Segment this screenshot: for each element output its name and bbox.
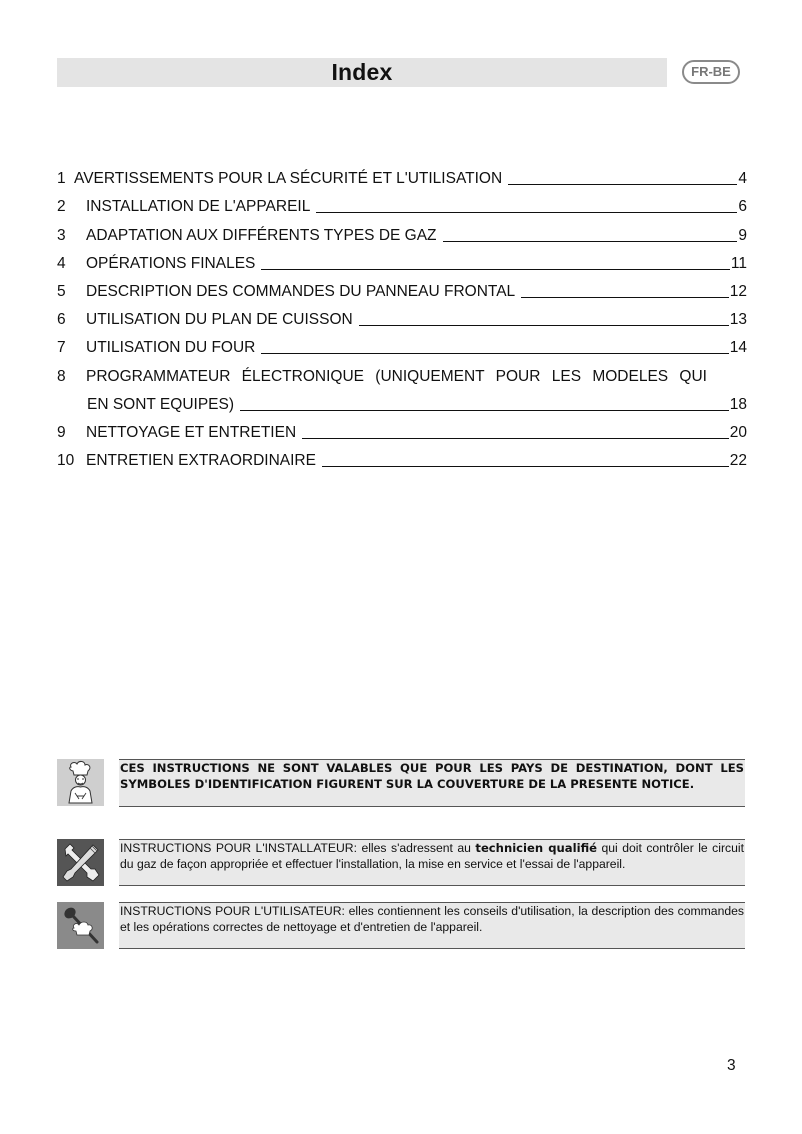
installer-note-text-start: INSTRUCTIONS POUR L'INSTALLATEUR: elles s'adressent au xyxy=(120,841,476,855)
language-badge: FR-BE xyxy=(682,60,740,84)
toc-entry-5[interactable] xyxy=(57,274,747,302)
toc-number: 6 xyxy=(57,311,66,329)
toc-page-number: 6 xyxy=(738,198,747,216)
toc-label: AVERTISSEMENTS POUR LA SÉCURITÉ ET L'UTILISATION xyxy=(74,170,503,188)
toc-leader-line xyxy=(316,211,737,213)
toc-page-number: 18 xyxy=(729,395,747,413)
toc-leader-line xyxy=(261,352,728,354)
toc-leader-line xyxy=(521,296,729,298)
toc-label: UTILISATION DU FOUR xyxy=(86,339,256,357)
toc-page-number: 11 xyxy=(730,254,747,272)
tools-icon xyxy=(57,839,104,886)
toc-leader-line xyxy=(302,437,729,439)
toc-entry-9[interactable] xyxy=(57,415,747,443)
toc-page-number: 14 xyxy=(729,339,747,357)
toc-page-number: 13 xyxy=(729,311,747,329)
user-note-text: INSTRUCTIONS POUR L'UTILISATEUR: elles contiennent les conseils d'utilisation, la description des commandes et les opérations correctes de nettoyage et d'entretien de l'appareil. xyxy=(120,904,744,934)
installer-note xyxy=(57,839,745,886)
installer-note-body xyxy=(119,839,745,886)
toc-label: NETTOYAGE ET ENTRETIEN xyxy=(86,423,297,441)
table-of-contents xyxy=(57,161,747,471)
qualified-technician-emphasis: technicien qualifié xyxy=(475,841,598,855)
toc-entry-2[interactable] xyxy=(57,189,747,217)
toc-page-number: 22 xyxy=(729,452,747,470)
toc-label: OPÉRATIONS FINALES xyxy=(86,254,256,272)
toc-label: INSTALLATION DE L'APPAREIL xyxy=(86,198,311,216)
toc-leader-line xyxy=(359,324,729,326)
user-note-body xyxy=(119,902,745,949)
toc-leader-line xyxy=(508,183,737,185)
toc-label: DESCRIPTION DES COMMANDES DU PANNEAU FRONTAL xyxy=(86,282,516,300)
toc-entry-3[interactable] xyxy=(57,217,747,245)
toc-page-number: 4 xyxy=(738,170,747,188)
installer-note-text xyxy=(120,840,744,872)
toc-label: PROGRAMMATEUR ÉLECTRONIQUE (UNIQUEMENT POUR LES MODELES QUI xyxy=(86,367,707,385)
toc-number: 4 xyxy=(57,254,66,272)
toc-entry-6[interactable] xyxy=(57,302,747,330)
destination-note xyxy=(57,759,745,807)
toc-leader-line xyxy=(240,409,729,411)
toc-number: 3 xyxy=(57,226,66,244)
toc-number: 10 xyxy=(57,452,75,470)
page-title: Index xyxy=(331,59,393,85)
toc-number: 1 xyxy=(57,170,66,188)
spoon-hat-icon xyxy=(57,902,104,949)
toc-label: ENTRETIEN EXTRAORDINAIRE xyxy=(86,452,316,470)
toc-label: ADAPTATION AUX DIFFÉRENTS TYPES DE GAZ xyxy=(86,226,437,244)
toc-entry-4[interactable] xyxy=(57,246,747,274)
toc-number: 5 xyxy=(57,282,66,300)
user-note xyxy=(57,902,745,949)
toc-leader-line xyxy=(322,465,729,467)
toc-number: 8 xyxy=(57,367,66,385)
toc-page-number: 9 xyxy=(738,226,747,244)
installer-note-text-end: qui doit contrôler le circuit du gaz de façon appropriée et effectuer l'installation, la mise en service et l'essai de l'appareil. xyxy=(120,841,744,871)
toc-leader-line xyxy=(443,240,738,242)
toc-entry-8-continued[interactable] xyxy=(57,387,747,415)
toc-number: 7 xyxy=(57,339,66,357)
toc-number: 2 xyxy=(57,198,66,216)
toc-entry-7[interactable] xyxy=(57,330,747,358)
destination-note-text: CES INSTRUCTIONS NE SONT VALABLES QUE POUR LES PAYS DE DESTINATION, DONT LES SYMBOLES D'IDENTIFICATION FIGURENT SUR LA COUVERTURE DE LA PRESENTE NOTICE. xyxy=(120,761,744,791)
toc-entry-8[interactable] xyxy=(57,358,747,386)
toc-label: UTILISATION DU PLAN DE CUISSON xyxy=(86,311,353,329)
toc-leader-line xyxy=(261,268,730,270)
destination-note-body xyxy=(119,759,745,807)
page-number: 3 xyxy=(727,1057,736,1074)
chef-icon xyxy=(57,759,104,806)
toc-page-number: 20 xyxy=(729,423,747,441)
toc-number: 9 xyxy=(57,423,66,441)
toc-entry-10[interactable] xyxy=(57,443,747,471)
toc-page-number: 12 xyxy=(729,282,747,300)
toc-label-continued: EN SONT EQUIPES) xyxy=(87,395,234,413)
title-bar xyxy=(57,58,667,87)
toc-entry-1[interactable] xyxy=(57,161,747,189)
